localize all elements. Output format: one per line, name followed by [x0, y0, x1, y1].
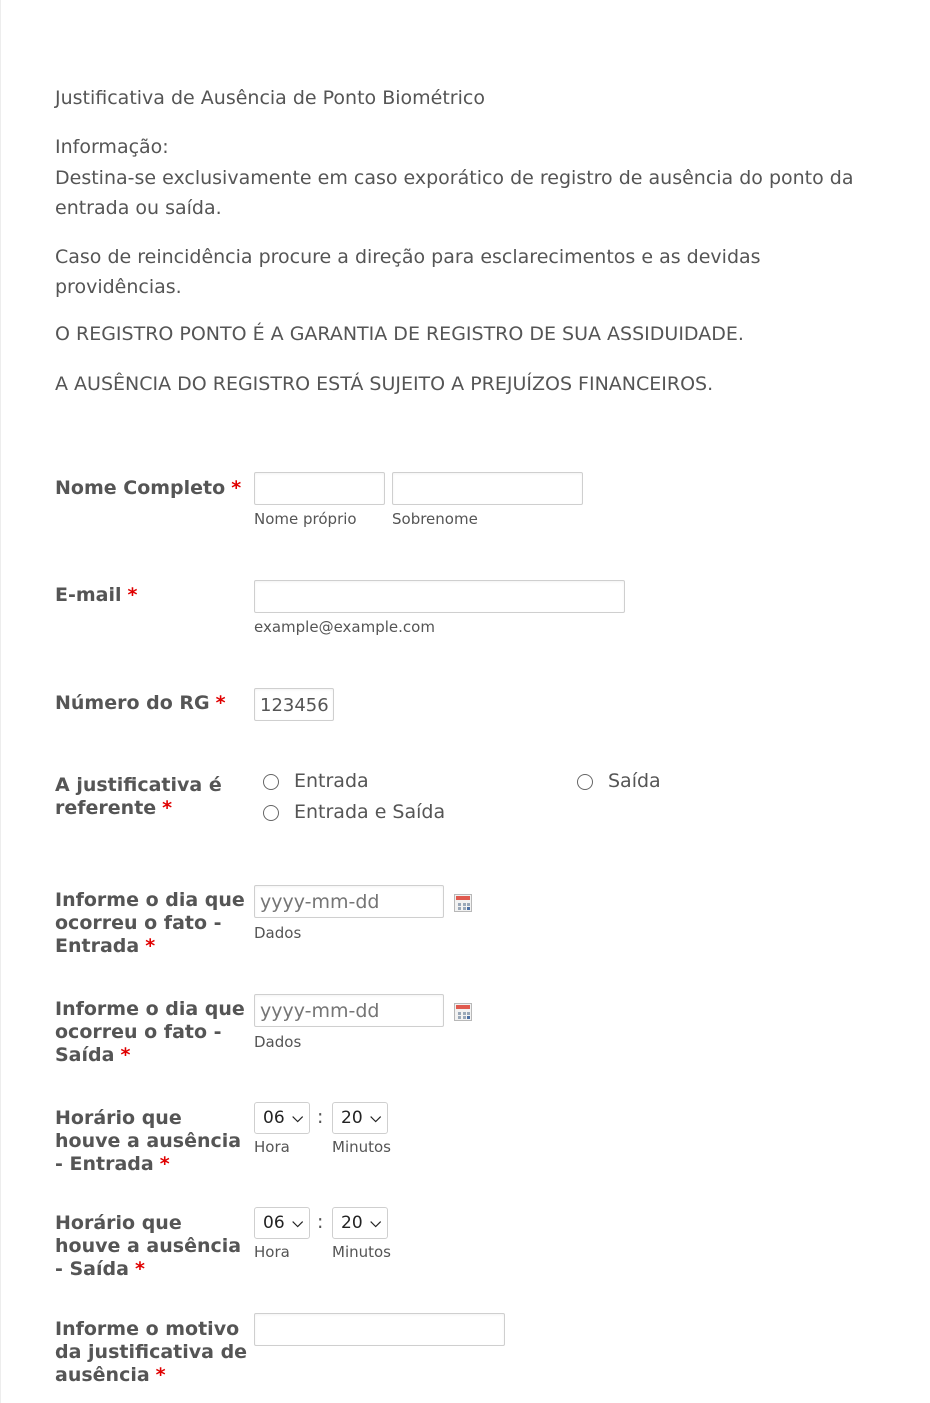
rg-label: [55, 692, 250, 715]
hora-saida-label-text: Horário que houve a ausência - Saída: [55, 1212, 242, 1280]
minute-saida-select[interactable]: [332, 1207, 388, 1239]
time-separator: :: [317, 1211, 324, 1233]
minute-entrada-sublabel: Minutos: [332, 1138, 391, 1156]
required-mark: *: [145, 935, 156, 957]
dia-saida-label: [55, 998, 250, 1067]
dia-entrada-label: [55, 889, 250, 958]
chevron-down-icon: ⌵: [370, 1215, 381, 1231]
last-name-input[interactable]: [392, 472, 583, 505]
first-name-sublabel: Nome próprio: [254, 510, 357, 528]
date-saida-input[interactable]: [254, 994, 444, 1027]
required-mark: *: [162, 797, 173, 819]
hora-entrada-label: [55, 1107, 245, 1176]
hour-saida-value: 06: [263, 1213, 285, 1233]
info-text-reincidencia: Caso de reincidência procure a direção para esclarecimentos e as devidas providências.: [55, 246, 761, 298]
radio-saida-label[interactable]: Saída: [608, 770, 661, 792]
info-label: Informação:: [55, 136, 169, 158]
required-mark: *: [134, 1258, 145, 1280]
required-mark: *: [159, 1153, 170, 1175]
required-mark: *: [120, 1044, 131, 1066]
dia-saida-label-text: Informe o dia que ocorreu o fato - Saída: [55, 998, 245, 1066]
radio-entrada[interactable]: [263, 774, 279, 790]
info-text: Destina-se exclusivamente em caso exporático de registro de ausência do ponto da entrada ou saída.: [55, 167, 854, 219]
referente-label-text: A justificativa é referente: [55, 774, 222, 819]
hour-saida-sublabel: Hora: [254, 1243, 290, 1261]
required-mark: *: [215, 692, 226, 714]
email-label-text: E-mail: [55, 584, 122, 606]
hour-entrada-value: 06: [263, 1108, 285, 1128]
required-mark: *: [127, 584, 138, 606]
motivo-label-text: Informe o motivo da justificativa de ausência: [55, 1318, 248, 1386]
email-sublabel: example@example.com: [254, 618, 435, 636]
form-title: Justificativa de Ausência de Ponto Biométrico: [55, 87, 485, 109]
dia-entrada-label-text: Informe o dia que ocorreu o fato - Entrada: [55, 889, 245, 957]
referente-label: [55, 774, 245, 820]
required-mark: *: [155, 1364, 166, 1386]
motivo-input[interactable]: [254, 1313, 505, 1346]
date-entrada-sublabel: Dados: [254, 924, 302, 942]
date-saida-sublabel: Dados: [254, 1033, 302, 1051]
rg-input[interactable]: 123456: [254, 688, 334, 721]
minute-saida-value: 20: [341, 1213, 363, 1233]
email-label: [55, 584, 250, 607]
time-separator: :: [317, 1106, 324, 1128]
first-name-input[interactable]: [254, 472, 385, 505]
minute-entrada-value: 20: [341, 1108, 363, 1128]
hora-entrada-label-text: Horário que houve a ausência - Entrada: [55, 1107, 242, 1175]
info-text-prejuizos: A AUSÊNCIA DO REGISTRO ESTÁ SUJEITO A PREJUÍZOS FINANCEIROS.: [55, 373, 714, 395]
chevron-down-icon: ⌵: [370, 1110, 381, 1126]
chevron-down-icon: ⌵: [292, 1110, 303, 1126]
required-mark: *: [231, 477, 242, 499]
hour-entrada-select[interactable]: [254, 1102, 310, 1134]
minute-saida-sublabel: Minutos: [332, 1243, 391, 1261]
chevron-down-icon: ⌵: [292, 1215, 303, 1231]
nome-label-text: Nome Completo: [55, 477, 226, 499]
rg-label-text: Número do RG: [55, 692, 210, 714]
radio-entrada-e-saida-label[interactable]: Entrada e Saída: [294, 801, 446, 823]
radio-saida[interactable]: [577, 774, 593, 790]
info-text-garantia: O REGISTRO PONTO É A GARANTIA DE REGISTRO DE SUA ASSIDUIDADE.: [55, 323, 744, 345]
calendar-icon[interactable]: [454, 894, 472, 912]
radio-entrada-e-saida[interactable]: [263, 805, 279, 821]
hour-saida-select[interactable]: [254, 1207, 310, 1239]
calendar-icon[interactable]: [454, 1003, 472, 1021]
hour-entrada-sublabel: Hora: [254, 1138, 290, 1156]
motivo-label: [55, 1318, 250, 1387]
last-name-sublabel: Sobrenome: [392, 510, 478, 528]
date-entrada-input[interactable]: [254, 885, 444, 918]
nome-label: [55, 477, 250, 500]
radio-entrada-label[interactable]: Entrada: [294, 770, 369, 792]
hora-saida-label: [55, 1212, 245, 1281]
minute-entrada-select[interactable]: [332, 1102, 388, 1134]
email-input[interactable]: [254, 580, 625, 613]
